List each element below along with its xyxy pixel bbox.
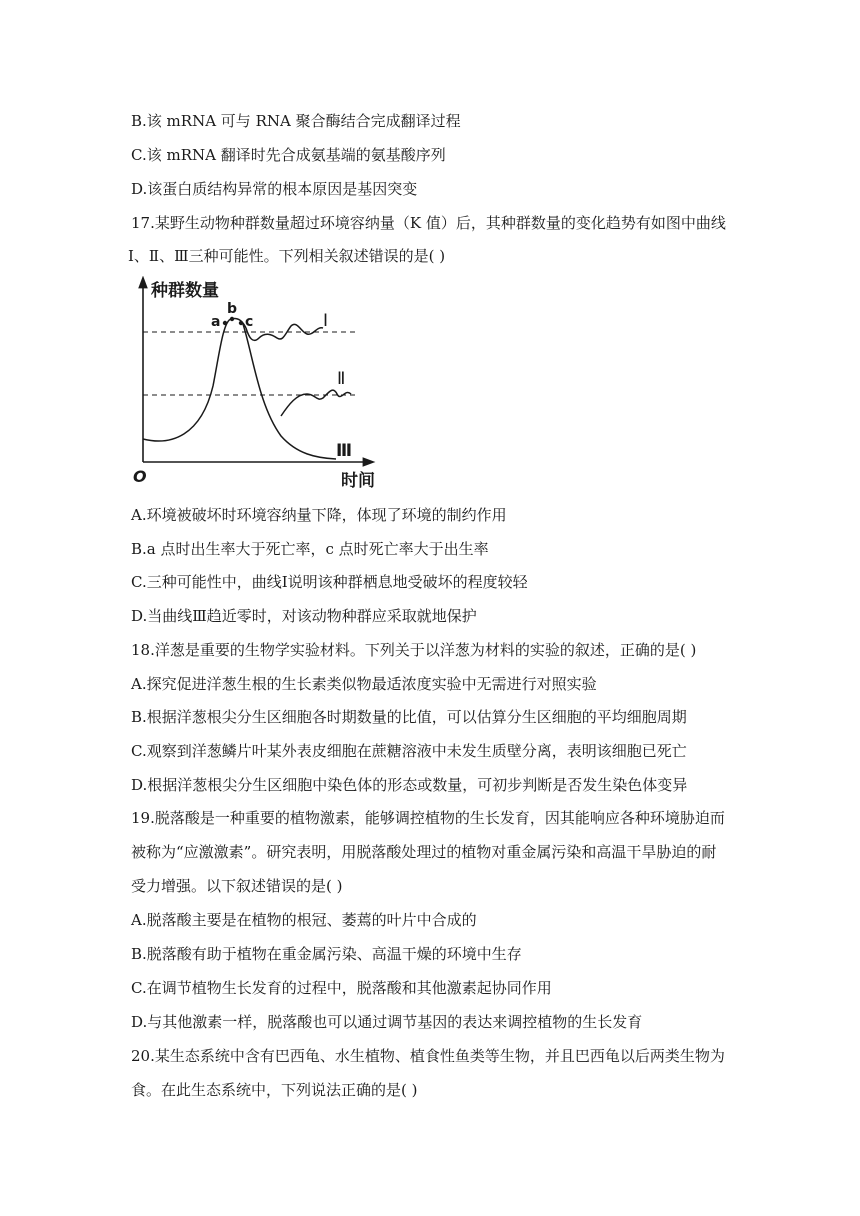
q19-option-c: C.在调节植物生长发育的过程中，脱落酸和其他激素起协同作用 [131, 979, 552, 997]
q17-stem-line1: 17.某野生动物种群数量超过环境容纳量（K 值）后，其种群数量的变化趋势有如图中曲线 [131, 214, 726, 232]
q20-stem-line2: 食。在此生态系统中，下列说法正确的是( ) [131, 1081, 418, 1099]
point-c-label: c [245, 314, 254, 330]
curve-I-label: Ⅰ [323, 311, 329, 331]
q17-stem-line2: Ⅰ、Ⅱ、Ⅲ三种可能性。下列相关叙述错误的是( ) [128, 247, 446, 265]
q19-option-a: A.脱落酸主要是在植物的根冠、萎蔫的叶片中合成的 [131, 911, 477, 929]
point-a [223, 321, 227, 325]
q19-stem-line3: 受力增强。以下叙述错误的是( ) [131, 877, 343, 895]
q18-stem: 18.洋葱是重要的生物学实验材料。下列关于以洋葱为材料的实验的叙述，正确的是( ) [131, 641, 697, 659]
q19-stem-line1: 19.脱落酸是一种重要的植物激素，能够调控植物的生长发育，因其能响应各种环境胁迫而 [131, 809, 725, 827]
q18-option-a: A.探究促进洋葱生根的生长素类似物最适浓度实验中无需进行对照实验 [131, 675, 597, 693]
x-axis-label: 时间 [341, 471, 375, 491]
y-axis-label: 种群数量 [151, 281, 219, 301]
curve-III [243, 324, 336, 459]
q17-option-b: B.a 点时出生率大于死亡率，c 点时死亡率大于出生率 [131, 540, 489, 558]
point-b [230, 317, 234, 321]
curve-II-label: Ⅱ [337, 369, 346, 389]
q18-option-b: B.根据洋葱根尖分生区细胞各时期数量的比值，可以估算分生区细胞的平均细胞周期 [131, 708, 687, 726]
q18-option-d: D.根据洋葱根尖分生区细胞中染色体的形态或数量，可初步判断是否发生染色体变异 [131, 776, 688, 794]
q19-stem-line2: 被称为“应激激素”。研究表明，用脱落酸处理过的植物对重金属污染和高温干旱胁迫的耐 [131, 843, 717, 861]
q19-option-d: D.与其他激素一样，脱落酸也可以通过调节基因的表达来调控植物的生长发育 [131, 1013, 643, 1031]
point-a-label: a [211, 314, 221, 330]
q20-stem-line1: 20.某生态系统中含有巴西龟、水生植物、植食性鱼类等生物，并且巴西龟以后两类生物为 [131, 1047, 725, 1065]
curve-I [246, 324, 323, 340]
curve-III-label: Ⅲ [336, 441, 353, 461]
q16-option-c: C.该 mRNA 翻译时先合成氨基端的氨基酸序列 [131, 146, 446, 164]
q17-option-a: A.环境被破坏时环境容纳量下降，体现了环境的制约作用 [131, 506, 507, 524]
q17-option-c: C.三种可能性中，曲线Ⅰ说明该种群栖息地受破坏的程度较轻 [131, 573, 528, 591]
point-b-label: b [227, 301, 238, 317]
curve-II [281, 390, 351, 416]
growth-curve [143, 319, 246, 441]
q16-option-b: B.该 mRNA 可与 RNA 聚合酶结合完成翻译过程 [131, 112, 461, 130]
q17-option-d: D.当曲线Ⅲ趋近零时，对该动物种群应采取就地保护 [131, 607, 477, 625]
point-c [239, 321, 243, 325]
population-curve-figure [131, 276, 391, 496]
q19-option-b: B.脱落酸有助于植物在重金属污染、高温干燥的环境中生存 [131, 945, 522, 963]
q16-option-d: D.该蛋白质结构异常的根本原因是基因突变 [131, 180, 418, 198]
q18-option-c: C.观察到洋葱鳞片叶某外表皮细胞在蔗糖溶液中未发生质壁分离，表明该细胞已死亡 [131, 742, 687, 760]
origin-label: O [133, 467, 147, 486]
